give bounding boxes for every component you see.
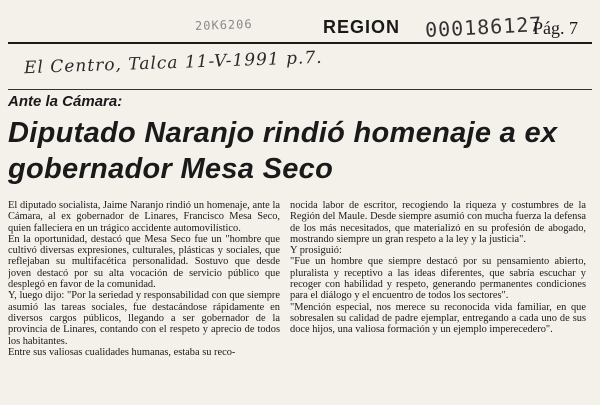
article-kicker: Ante la Cámara: bbox=[8, 93, 123, 110]
header-rule bbox=[8, 42, 592, 44]
article-column-right bbox=[290, 200, 586, 405]
article-column-left bbox=[8, 200, 280, 405]
paragraph: "Mención especial, nos merece su reconocida vida familiar, en que sobresalen su calidad de padre ejemplar, entregando a cada uno de sus doce hijos, una valiosa formación y un ejemplo imperecedero". bbox=[290, 301, 586, 336]
paragraph: "Fue un hombre que siempre destacó por su pensamiento abierto, pluralista y receptivo a las ideas diferentes, que sabría escuchar y recoger con habilidad y respeto, generando permanentes condiciones para el diálogo y el encuentro de todos los sectores". bbox=[290, 256, 586, 302]
paragraph: Y, luego dijo: "Por la seriedad y responsabilidad con que siempre asumió las tareas sociales, fue destacándose rápidamente en diversos cargos públicos, llegando a ser gobernador de la provincia de Linares, contando con el respeto y aprecio de todos los habitantes. bbox=[8, 290, 280, 347]
paragraph: En la oportunidad, destacó que Mesa Seco fue un "hombre que cultivó diversas expresiones, culturales, plásticas y sociales, que reflejaban su multifacética personalidad. Sostuvo que desde joven destacó por su alta vocación de servicio público que desplegó en favor de la comunidad. bbox=[8, 233, 280, 291]
archive-number: 000186127 bbox=[424, 11, 543, 43]
archive-stamp: 20K6206 bbox=[194, 16, 253, 34]
paragraph: Entre sus valiosas cualidades humanas, estaba su reco- bbox=[8, 346, 236, 358]
page-label: Pág. 7 bbox=[533, 18, 578, 38]
paragraph: Y prosiguió: bbox=[290, 245, 342, 257]
section-header: REGION bbox=[323, 17, 401, 37]
paragraph: nocida labor de escritor, recogiendo la riqueza y costumbres de la Región del Maule. Desde siempre asumió con mucha fuerza la defensa de los más necesitados, que materializó en su profesión de abogado, mostrando siempre un gran respeto a la ley y la justicia". bbox=[290, 200, 586, 245]
source-note: El Centro, Talca 11-V-1991 p.7. bbox=[23, 47, 323, 79]
paragraph: El diputado socialista, Jaime Naranjo rindió un homenaje, ante la Cámara, al ex gobernador de Linares, Francisco Mesa Seco, quien falleciera en un trágico accidente automovilístico. bbox=[8, 200, 280, 234]
divider-rule bbox=[8, 89, 592, 90]
article-headline: Diputado Naranjo rindió homenaje a ex gobernador Mesa Seco bbox=[8, 117, 558, 185]
